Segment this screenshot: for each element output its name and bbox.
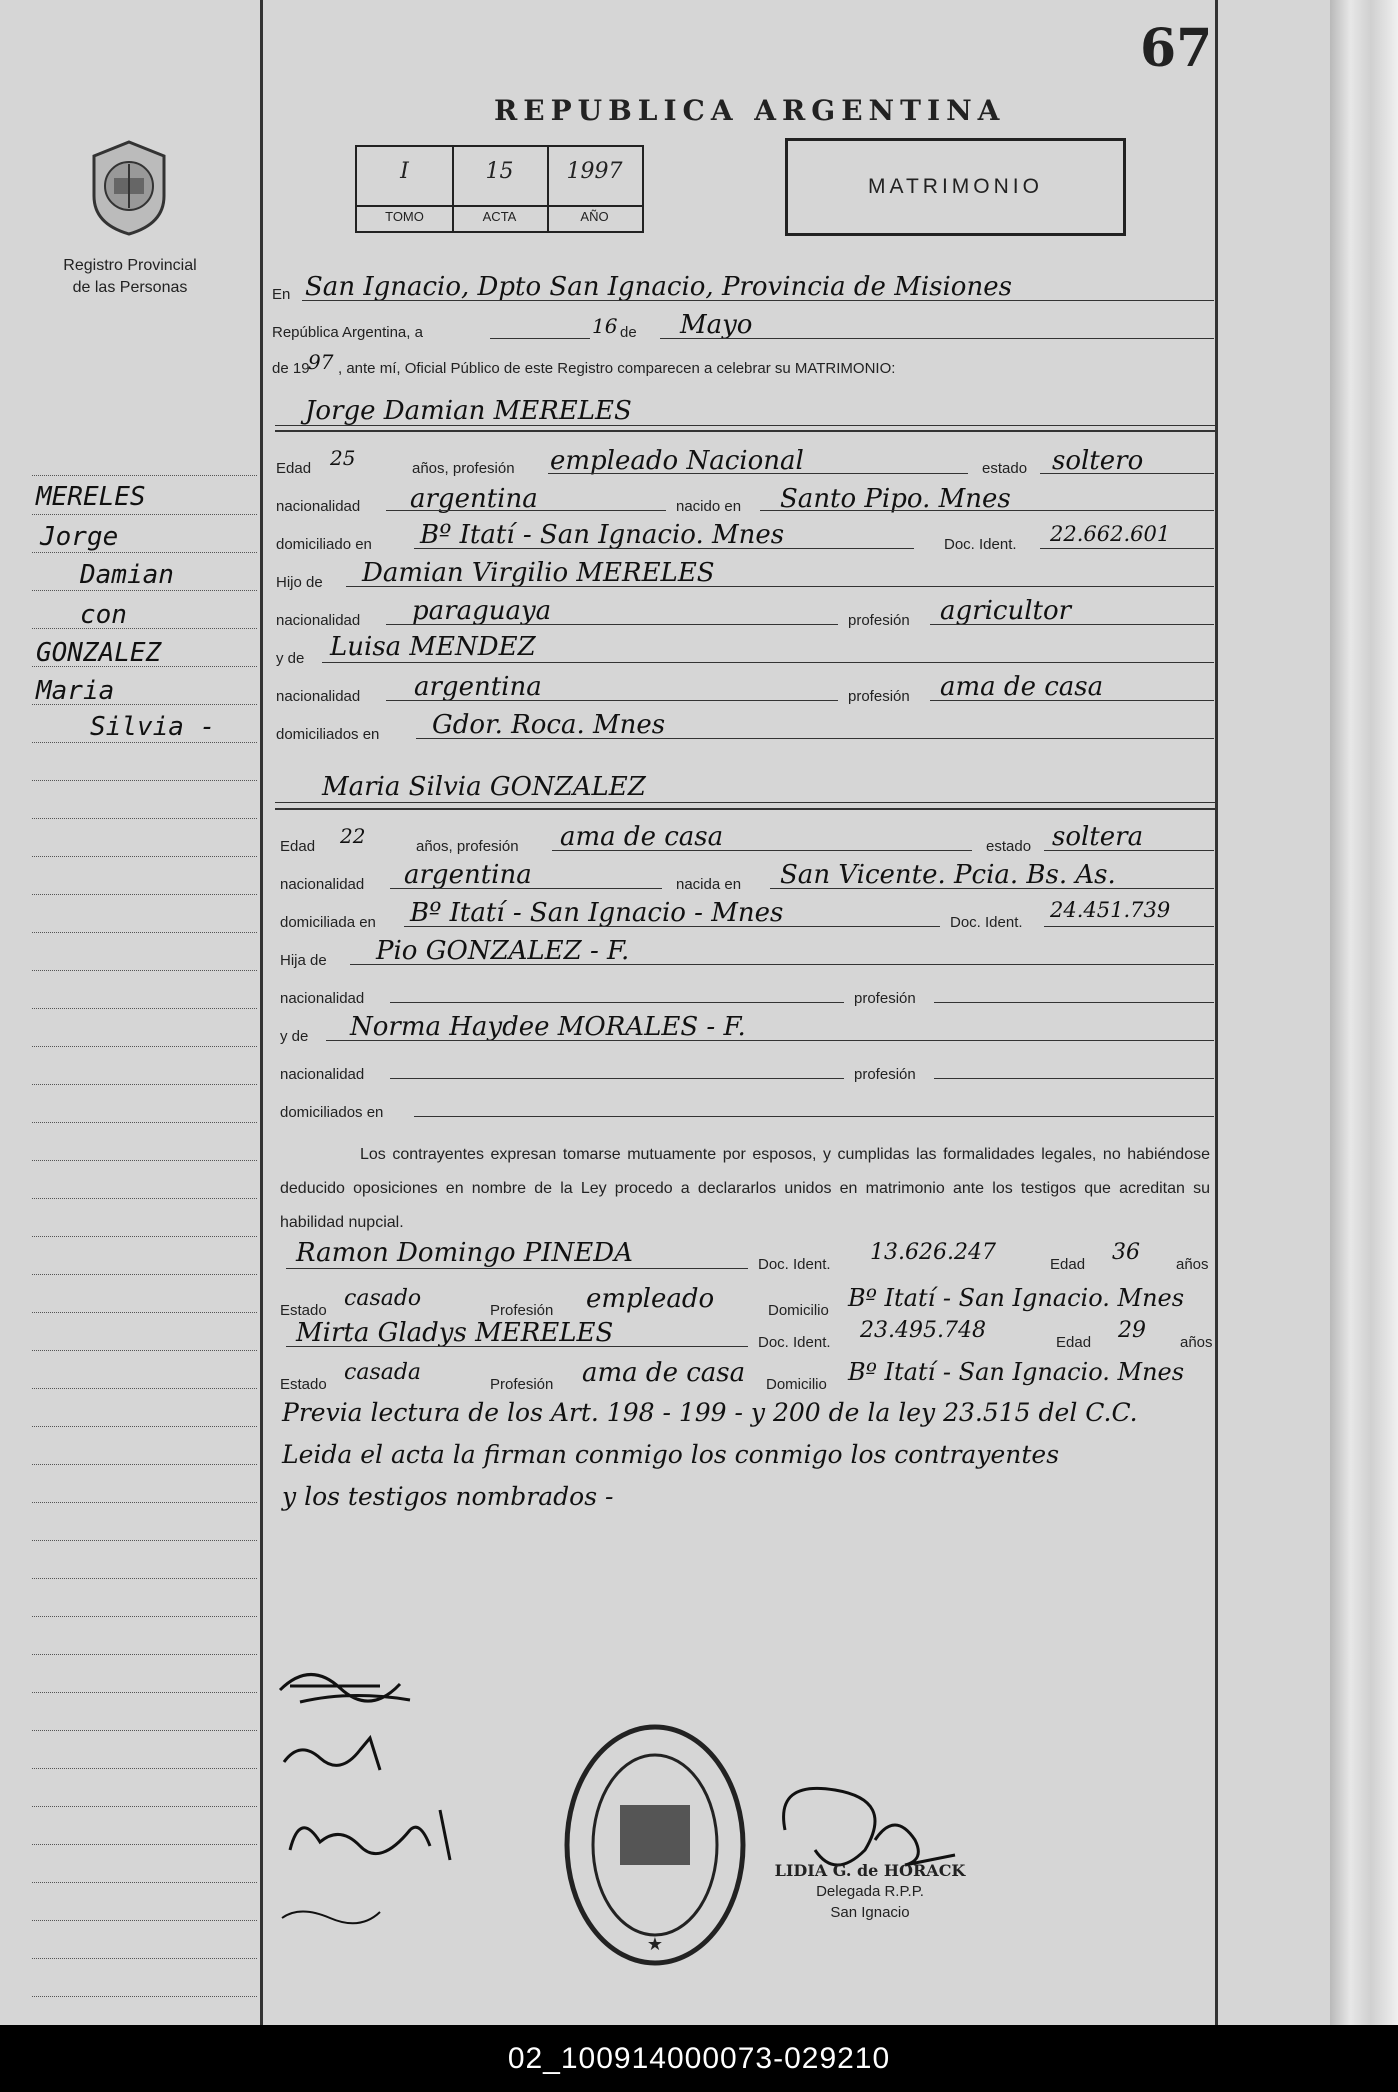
bride-name: Maria Silvia GONZALEZ (322, 772, 646, 802)
groom-dom-label: domiciliado en (276, 536, 372, 553)
bride-doms-label: domiciliados en (280, 1104, 384, 1121)
declaration-text: Los contrayentes expresan tomarse mutuamente por esposos, y cumplidas las formalidades legales, no habiéndose deducido oposiciones en nombre de la Ley procedo a declararlos unidos en matrimonio ante los testigos que acreditan su habilidad nupcial. (280, 1146, 1210, 1231)
witness1-dom-label: Domicilio (768, 1302, 829, 1319)
groom-padre-prof-label: profesión (848, 612, 910, 629)
official-place: San Ignacio (830, 1904, 910, 1921)
groom-padre: Damian Virgilio MERELES (362, 558, 715, 588)
bride-doc-label: Doc. Ident. (950, 914, 1023, 931)
margin-note-line: GONZALEZ (36, 638, 162, 668)
witness2-edad: 29 (1118, 1318, 1146, 1343)
note-line: Previa lectura de los Art. 198 - 199 - y 200 de la ley 23.515 del C.C. (282, 1398, 1138, 1427)
year-prefix: de 19 (272, 360, 310, 377)
margin-note-line: Damian (80, 560, 174, 590)
page-edge (1330, 0, 1398, 2025)
en-label: En (272, 286, 291, 303)
witness1-edad: 36 (1112, 1240, 1140, 1265)
acta-value: 15 (485, 159, 514, 184)
acta-label: ACTA (482, 209, 517, 224)
groom-padre-nac-label: nacionalidad (276, 612, 361, 629)
witness2-anos-label: años (1180, 1334, 1213, 1351)
svg-text:★: ★ (646, 1934, 664, 1954)
witness1-estado-label: Estado (280, 1302, 327, 1319)
groom-estado-label: estado (982, 460, 1028, 477)
note-line: Leida el acta la firman conmigo los conmigo los contrayentes (282, 1440, 1060, 1469)
bride-prof-label: años, profesión (416, 838, 519, 855)
witness2-prof-label: Profesión (490, 1376, 554, 1393)
bride-nac-label: nacionalidad (280, 876, 365, 893)
day-value: 16 (592, 314, 618, 338)
bride-madre-prof-label: profesión (854, 1066, 916, 1083)
witness2-dom-label: Domicilio (766, 1376, 827, 1393)
country-title: REPUBLICA ARGENTINA (494, 94, 1006, 127)
witness1-edad-label: Edad (1050, 1256, 1086, 1273)
scan-id-footer: 02_100914000073-029210 (0, 2025, 1398, 2092)
bride-edad: 22 (340, 824, 366, 848)
bride-padre: Pio GONZALEZ - F. (376, 936, 630, 966)
margin-note-line: Jorge (40, 522, 119, 552)
bride-dom-label: domiciliada en (280, 914, 376, 931)
bride-doc: 24.451.739 (1050, 898, 1171, 922)
tomo-value: I (400, 159, 409, 184)
province-emblem-icon (88, 138, 170, 238)
intro-text: , ante mí, Oficial Público de este Registro comparecen a celebrar su MATRIMONIO: (338, 360, 896, 377)
groom-doc-label: Doc. Ident. (944, 536, 1017, 553)
groom-madre-nac: argentina (414, 672, 542, 702)
section-rule (275, 808, 1215, 810)
witness2-doc: 23.495.748 (860, 1318, 986, 1343)
bride-nacida: San Vicente. Pcia. Bs. As. (780, 860, 1116, 890)
bride-estado-label: estado (986, 838, 1032, 855)
note-line: y los testigos nombrados - (282, 1482, 614, 1511)
witness2-estado-label: Estado (280, 1376, 327, 1393)
bride-profesion: ama de casa (560, 822, 724, 852)
groom-madre: Luisa MENDEZ (330, 632, 536, 662)
groom-padre-prof: agricultor (940, 596, 1072, 626)
bride-nacionalidad: argentina (404, 860, 532, 890)
official-seal-stamp (560, 1720, 750, 1970)
groom-nacido-label: nacido en (676, 498, 742, 515)
witness2-profesion: ama de casa (582, 1358, 746, 1388)
rep-label: República Argentina, a (272, 324, 423, 341)
groom-edad-label: Edad (276, 460, 312, 477)
witness1-profesion: empleado (586, 1284, 715, 1314)
bride-padre-prof-label: profesión (854, 990, 916, 1007)
official-title: Delegada R.P.P. (816, 1883, 924, 1900)
page-number: 67 (1140, 18, 1213, 79)
bride-estado: soltera (1052, 822, 1144, 852)
bride-nacida-label: nacida en (676, 876, 742, 893)
signatures (270, 1650, 570, 1960)
bride-edad-label: Edad (280, 838, 316, 855)
tomo-label: TOMO (385, 209, 424, 224)
place-value: San Ignacio, Dpto San Ignacio, Provincia de Misiones (305, 272, 1012, 302)
groom-padres-dom: Gdor. Roca. Mnes (432, 710, 666, 740)
official-name: LIDIA G. de HORACK (774, 1861, 966, 1880)
groom-prof-label: años, profesión (412, 460, 515, 477)
register-box (355, 145, 644, 233)
month-value: Mayo (680, 310, 753, 340)
act-type-box: MATRIMONIO (785, 138, 1126, 236)
ano-label: AÑO (580, 209, 609, 224)
section-rule (275, 430, 1215, 432)
witness1-name: Ramon Domingo PINEDA (296, 1238, 633, 1268)
witness1-anos-label: años (1176, 1256, 1209, 1273)
groom-madre-prof: ama de casa (940, 672, 1104, 702)
witness2-name: Mirta Gladys MERELES (296, 1318, 614, 1348)
groom-edad: 25 (330, 446, 356, 470)
groom-nac-label: nacionalidad (276, 498, 361, 515)
bride-hija-label: Hija de (280, 952, 327, 969)
witness2-estado: casada (344, 1360, 422, 1385)
bride-madre-nac-label: nacionalidad (280, 1066, 365, 1083)
witness2-doc-label: Doc. Ident. (758, 1334, 831, 1351)
witness2-domicilio: Bº Itatí - San Ignacio. Mnes (848, 1358, 1185, 1386)
bride-domicilio: Bº Itatí - San Ignacio - Mnes (410, 898, 784, 928)
groom-profesion: empleado Nacional (550, 446, 804, 476)
ano-value: 1997 (566, 159, 623, 184)
groom-yde-label: y de (276, 650, 305, 667)
witness1-doc-label: Doc. Ident. (758, 1256, 831, 1273)
registry-line: de las Personas (72, 279, 188, 296)
groom-madre-nac-label: nacionalidad (276, 688, 361, 705)
groom-domicilio: Bº Itatí - San Ignacio. Mnes (420, 520, 785, 550)
margin-note-line: Silvia - (90, 712, 216, 742)
groom-estado: soltero (1052, 446, 1144, 476)
margin-rule (260, 0, 263, 2025)
margin-note-line: MERELES (36, 482, 146, 512)
witness1-domicilio: Bº Itatí - San Ignacio. Mnes (848, 1284, 1185, 1312)
registry-name (20, 255, 240, 299)
groom-nacionalidad: argentina (410, 484, 538, 514)
margin-note-line: con (80, 600, 127, 630)
witness1-estado: casado (344, 1286, 422, 1311)
groom-madre-prof-label: profesión (848, 688, 910, 705)
year-value: 97 (308, 350, 334, 374)
groom-name: Jorge Damian MERELES (305, 396, 632, 426)
witness1-prof-label: Profesión (490, 1302, 554, 1319)
right-rule (1215, 0, 1218, 2025)
groom-doms-label: domiciliados en (276, 726, 380, 743)
witness2-edad-label: Edad (1056, 1334, 1092, 1351)
registry-line: Registro Provincial (63, 257, 197, 274)
de-label: de (620, 324, 637, 341)
witness1-doc: 13.626.247 (870, 1240, 996, 1265)
groom-doc: 22.662.601 (1050, 522, 1171, 546)
bride-yde-label: y de (280, 1028, 309, 1045)
bride-padre-nac-label: nacionalidad (280, 990, 365, 1007)
signature-block (750, 1860, 990, 1923)
groom-nacido: Santo Pipo. Mnes (780, 484, 1011, 514)
groom-padre-nac: paraguaya (412, 596, 552, 626)
groom-hijo-label: Hijo de (276, 574, 323, 591)
margin-note-line: Maria (36, 676, 115, 706)
bride-madre: Norma Haydee MORALES - F. (350, 1012, 746, 1042)
